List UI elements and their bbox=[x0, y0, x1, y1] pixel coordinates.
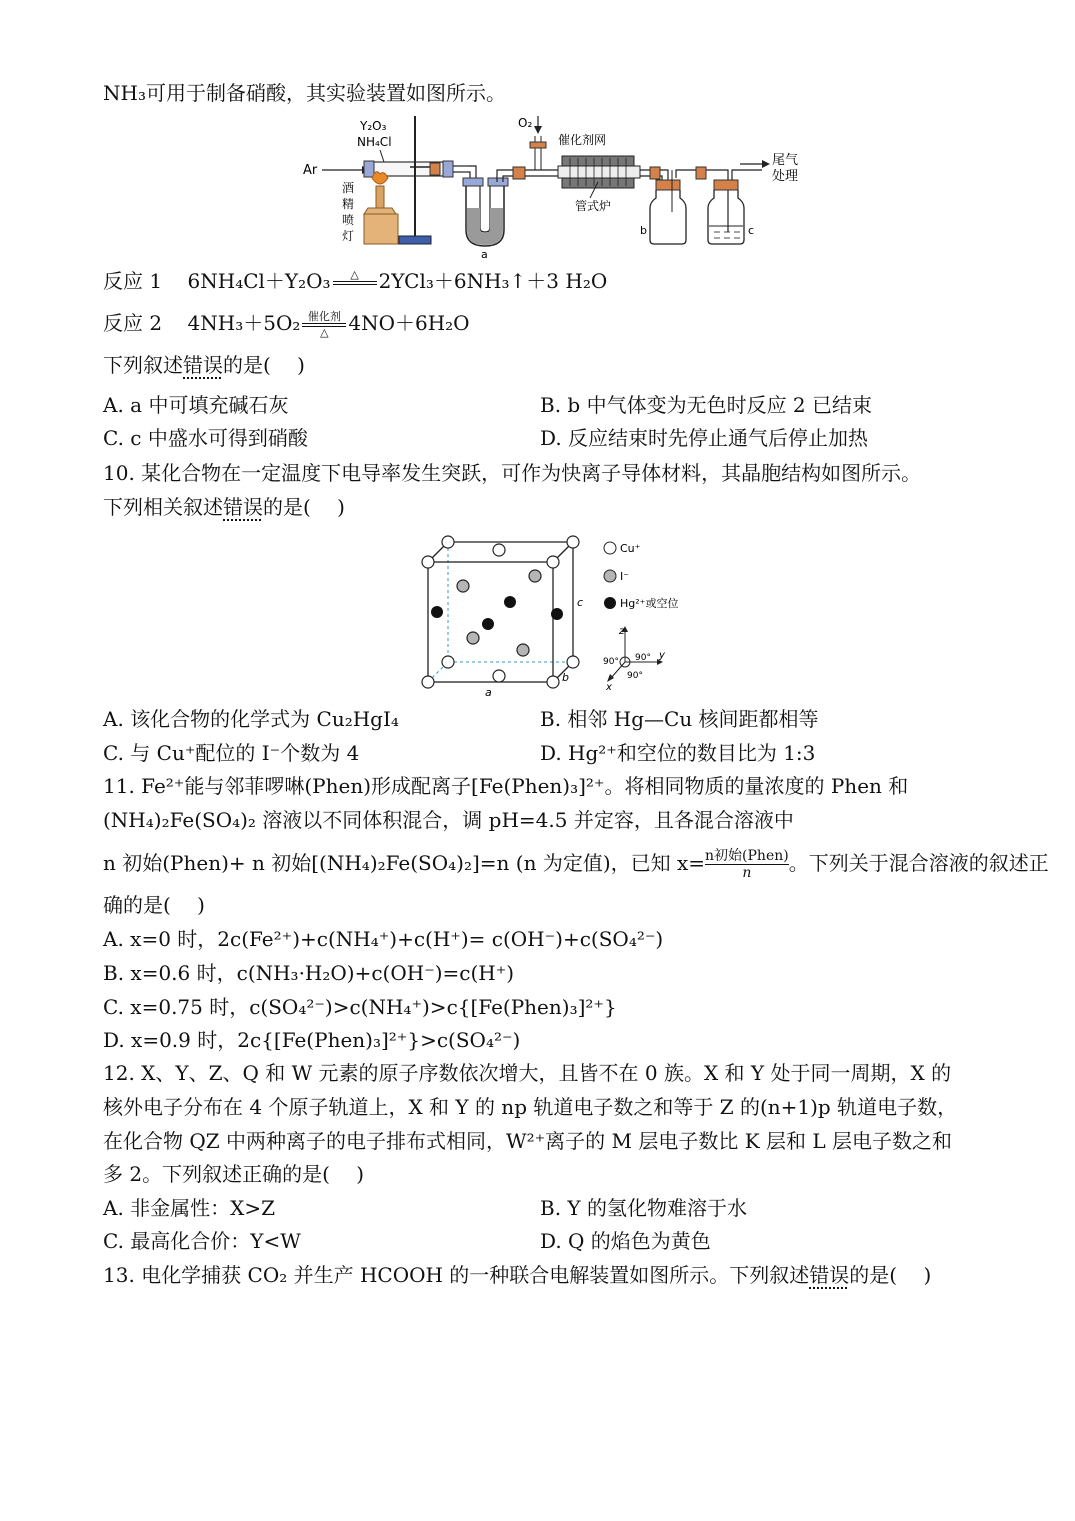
reaction-2 bbox=[103, 310, 470, 339]
q10-option-a: A. 该化合物的化学式为 Cu₂HgI₄ bbox=[103, 707, 399, 731]
edge-c-label: c bbox=[577, 596, 584, 609]
apparatus-figure bbox=[300, 112, 810, 262]
tail-label-1: 尾气 bbox=[772, 153, 799, 168]
iodide-atom bbox=[529, 570, 541, 582]
q10-stem: 下列相关叙述错误的是( ) bbox=[103, 495, 345, 519]
q12-line-3: 在化合物 QZ 中两种离子的电子排布式相同，W²⁺离子的 M 层电子数比 K 层和 L 层电子数之和 bbox=[103, 1129, 952, 1153]
reaction-2-left: 4NH₃＋5O₂ bbox=[187, 311, 301, 335]
edge-a-label: a bbox=[485, 686, 492, 699]
axis-x-label: x bbox=[606, 682, 612, 693]
furnace-label: 管式炉 bbox=[575, 199, 612, 213]
cu-atom bbox=[422, 556, 434, 568]
iodide-atom bbox=[457, 580, 469, 592]
legend-iodide-icon bbox=[604, 570, 616, 582]
intro-text: NH₃可用于制备硝酸，其实验装置如图所示。 bbox=[103, 81, 506, 105]
catalyst-label: 催化剂网 bbox=[558, 133, 607, 147]
crystal-cell-figure bbox=[415, 530, 705, 700]
q11-option-d: D. x=0.9 时，2c{[Fe(Phen)₃]²⁺}>c(SO₄²⁻) bbox=[103, 1028, 521, 1052]
lamp-char-1: 酒 bbox=[342, 181, 355, 195]
edge-b-label: b bbox=[562, 671, 569, 684]
cu-atom bbox=[567, 536, 579, 548]
legend-cu-icon bbox=[604, 542, 616, 554]
bottle-c-label: c bbox=[748, 224, 755, 237]
legend-hg-icon bbox=[604, 597, 616, 609]
axis-angle-1: 90° bbox=[603, 657, 619, 667]
reaction-1-label: 反应 1 bbox=[103, 269, 163, 293]
cu-atom bbox=[547, 676, 559, 688]
reaction-1-right: 2YCl₃＋6NH₃↑＋3 H₂O bbox=[378, 269, 608, 293]
cu-atom bbox=[493, 670, 505, 682]
lamp-char-2: 精 bbox=[342, 197, 355, 211]
q9-option-d: D. 反应结束时先停止通气后停止加热 bbox=[540, 426, 869, 450]
hg-atom bbox=[504, 596, 516, 608]
o2-label: O₂ bbox=[518, 116, 533, 130]
ar-label: Ar bbox=[303, 163, 318, 178]
reagent1-label: Y₂O₃ bbox=[360, 119, 387, 133]
cu-atom bbox=[493, 544, 505, 556]
iodide-atom bbox=[517, 644, 529, 656]
lamp-char-3: 喷 bbox=[342, 213, 355, 227]
axis-y-label: y bbox=[659, 650, 665, 661]
reagent2-label: NH₄Cl bbox=[357, 135, 392, 149]
q11-option-b: B. x=0.6 时，c(NH₃·H₂O)+c(OH⁻)=c(H⁺) bbox=[103, 961, 515, 985]
reaction-1 bbox=[103, 268, 607, 297]
q11-line-4: 确的是( ) bbox=[103, 893, 205, 917]
hg-atom bbox=[482, 618, 494, 630]
q11-line-3: n 初始(Phen)+ n 初始[(NH₄)₂Fe(SO₄)₂]=n (n 为定值)，已知 x= $\frac{\text{n初始(Phen)}}{n}$ 。下列关于混合溶液的叙述正 bbox=[103, 848, 1049, 881]
legend-hg: Hg²⁺或空位 bbox=[620, 597, 679, 610]
cu-atom bbox=[547, 556, 559, 568]
q10-line-1: 10. 某化合物在一定温度下电导率发生突跃，可作为快离子导体材料，其晶胞结构如图所示。 bbox=[103, 461, 922, 485]
cu-atom bbox=[422, 676, 434, 688]
q11-fraction: $\frac{\text{n初始(Phen)}}{n}$ bbox=[705, 848, 789, 881]
reaction-2-label: 反应 2 bbox=[103, 311, 163, 335]
cu-atom bbox=[442, 536, 454, 548]
q11-option-c: C. x=0.75 时，c(SO₄²⁻)>c(NH₄⁺)>c{[Fe(Phen)₃]²⁺} bbox=[103, 995, 617, 1019]
legend-iodide: I⁻ bbox=[620, 570, 630, 583]
cu-atom bbox=[442, 656, 454, 668]
q13-stem: 13. 电化学捕获 CO₂ 并生产 HCOOH 的一种联合电解装置如图所示。下列叙述错误的是( ) bbox=[103, 1263, 932, 1287]
hg-atom bbox=[431, 606, 443, 618]
lamp-char-4: 灯 bbox=[342, 229, 355, 243]
q12-option-c: C. 最高化合价：Y<W bbox=[103, 1229, 301, 1253]
q12-option-d: D. Q 的焰色为黄色 bbox=[540, 1229, 711, 1253]
tail-label-2: 处理 bbox=[772, 169, 799, 184]
bottle-b-label: b bbox=[640, 224, 647, 237]
q9-option-a: A. a 中可填充碱石灰 bbox=[103, 393, 289, 417]
q10-option-c: C. 与 Cu⁺配位的 I⁻个数为 4 bbox=[103, 741, 360, 765]
q12-line-2: 核外电子分布在 4 个原子轨道上，X 和 Y 的 np 轨道电子数之和等于 Z 的(n+1)p 轨道电子数， bbox=[103, 1095, 958, 1119]
q9-option-c: C. c 中盛水可得到硝酸 bbox=[103, 426, 308, 450]
axis-z-label: z bbox=[619, 626, 625, 637]
q11-line-1: 11. Fe²⁺能与邻菲啰啉(Phen)形成配离子[Fe(Phen)₃]²⁺。将相同物质的量浓度的 Phen 和 bbox=[103, 774, 909, 798]
q9-option-b: B. b 中气体变为无色时反应 2 已结束 bbox=[540, 393, 873, 417]
q10-option-b: B. 相邻 Hg—Cu 核间距都相等 bbox=[540, 707, 819, 731]
q12-line-1: 12. X、Y、Z、Q 和 W 元素的原子序数依次增大，且皆不在 0 族。X 和 Y 处于同一周期，X 的 bbox=[103, 1061, 952, 1085]
q10-option-d: D. Hg²⁺和空位的数目比为 1:3 bbox=[540, 741, 816, 765]
q9-stem: 下列叙述错误的是( ) bbox=[103, 353, 305, 377]
q11-option-a: A. x=0 时，2c(Fe²⁺)+c(NH₄⁺)+c(H⁺)= c(OH⁻)+c(SO₄²⁻) bbox=[103, 927, 664, 951]
reaction-1-condition: △ bbox=[333, 269, 377, 297]
axis-angle-3: 90° bbox=[627, 671, 643, 681]
hg-atom bbox=[551, 608, 563, 620]
reaction-2-right: 4NO＋6H₂O bbox=[348, 311, 470, 335]
q12-line-4: 多 2。下列叙述正确的是( ) bbox=[103, 1162, 365, 1186]
cu-atom bbox=[567, 656, 579, 668]
q11-line-2: (NH₄)₂Fe(SO₄)₂ 溶液以不同体积混合，调 pH=4.5 并定容，且各混合溶液中 bbox=[103, 808, 794, 832]
axis-angle-2: 90° bbox=[635, 653, 651, 663]
u-tube-label: a bbox=[481, 248, 488, 261]
q12-option-a: A. 非金属性：X>Z bbox=[103, 1196, 276, 1220]
reaction-1-left: 6NH₄Cl＋Y₂O₃ bbox=[187, 269, 331, 293]
legend-cu: Cu⁺ bbox=[620, 542, 641, 555]
reaction-2-condition: 催化剂 △ bbox=[302, 311, 346, 339]
q12-option-b: B. Y 的氢化物难溶于水 bbox=[540, 1196, 747, 1220]
iodide-atom bbox=[467, 632, 479, 644]
